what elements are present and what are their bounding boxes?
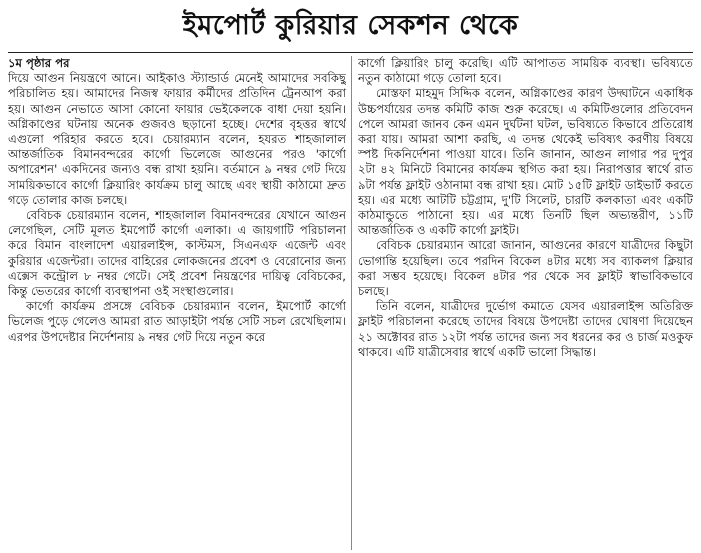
body-paragraph: কার্গো কার্যক্রম প্রসঙ্গে বেবিচক চেয়ারম্যান বলেন, ইমপোর্ট কার্গো ভিলেজ পুড়ে গেলেও আমরা রাত আড়াইটা পর্যন্ত সেটি সচল রেখেছিলাম। এরপর উপদেষ্টার নির্দেশনায় ৯ নম্বর গেট দিয়ে নতুন করে bbox=[8, 299, 346, 344]
body-paragraph: মোস্তফা মাহমুদ সিদ্দিক বলেন, অগ্নিকাণ্ডের কারণ উদ্ঘাটনে একাধিক উচ্চপর্যায়ের তদন্ত কমিটি কাজ শুরু করেছে। এ কমিটিগুলোর প্রতিবেদন পেলে আমরা জানব কেন এমন দুর্ঘটনা ঘটল, ভবিষ্যতে কিভাবে প্রতিরোধ করা যায়। আমরা আশা করছি, এ তদন্ত থেকেই ভবিষ্যৎ করণীয় বিষয়ে স্পষ্ট দিকনির্দেশনা পাওয়া যাবে। তিনি জানান, আগুন লাগার পর দুপুর ২টা ৪২ মিনিটে বিমানের কার্যক্রম স্থগিত করা হয়। নিরাপত্তার স্বার্থে রাত ৯টা পর্যন্ত ফ্লাইট ওঠানামা বন্ধ রাখা হয়। মোট ১৫টি ফ্লাইট ডাইভার্ট করতে হয়। এর মধ্যে আটটি চট্টগ্রাম, দু'টি সিলেট, চারটি কলকাতা এবং একটি কাঠমান্ডুতে পাঠানো হয়। এর মধ্যে তিনটি ছিল অভ্যন্তরীণ, ১১টি আন্তর্জাতিক ও একটি কার্গো ফ্লাইট। bbox=[358, 86, 693, 238]
body-paragraph: বেবিচক চেয়ারম্যান বলেন, শাহজালাল বিমানবন্দরের যেখানে আগুন লেগেছিল, সেটি মূলত ইমপোর্ট কার্গো এলাকা। এ জায়গাটি পরিচালনা করে বিমান বাংলাদেশ এয়ারলাইন্স, কাস্টমস, সিএনএফ এজেন্ট এবং কুরিয়ার এজেন্টরা। তাদের বাহিরের লোকজনের প্রবেশ ও বেরোনোর জন্য এক্সেস কন্ট্রোল ৮ নম্বর গেটে। সেই প্রবেশ নিয়ন্ত্রণের দায়িত্ব বেবিচকের, কিন্তু ভেতরের কার্গো ব্যবস্থাপনা ওই সংস্থাগুলোর। bbox=[8, 208, 346, 299]
right-column bbox=[358, 56, 693, 550]
body-paragraph: কার্গো ক্লিয়ারিং চালু করেছি। এটি আপাতত সাময়িক ব্যবস্থা। ভবিষ্যতে নতুন কাঠামো গড়ে তোলা হবে। bbox=[358, 56, 693, 86]
headline: ইমপোর্ট কুরিয়ার সেকশন থেকে bbox=[182, 10, 519, 41]
body-paragraph: তিনি বলেন, যাত্রীদের দুর্ভোগ কমাতে যেসব এয়ারলাইন্স অতিরিক্ত ফ্লাইট পরিচালনা করেছে তাদের বিষয়ে উপদেষ্টা তাদের ঘোষণা দিয়েছেন ২১ অক্টোবর রাত ১২টা পর্যন্ত তাদের জন্য সব ধরনের কর ও চার্জ মওকুফ থাকবে। এটি যাত্রীসেবার স্বার্থে একটি ভালো সিদ্ধান্ত। bbox=[358, 299, 693, 359]
body-paragraph: দিয়ে আগুন নিয়ন্ত্রণে আনে। আইকাও স্ট্যান্ডার্ড মেনেই আমাদের সবকিছু পরিচালিত হয়। আমাদের নিজস্ব ফায়ার কর্মীদের প্রতিদিন ট্রেনআপ করা হয়। আগুন নেভাতে আসা কোনো ফায়ার ভেইকেলকে বাধা দেয়া হয়নি। অগ্নিকাণ্ডের ঘটনায় অনেক গুজবও ছড়ানো হচ্ছে। দেশের বৃহত্তর স্বার্থে এগুলো পরিহার করতে হবে। চেয়ারম্যান বলেন, হযরত শাহজালাল আন্তর্জাতিক বিমানবন্দরের কার্গো ভিলেজে আগুনের পরও 'কার্গো অপারেশন' একদিনের জন্যও বন্ধ রাখা হয়নি। বর্তমানে ৯ নম্বর গেট দিয়ে সাময়িকভাবে কার্গো ক্লিয়ারিং কার্যক্রম চালু আছে এবং স্থায়ী কাঠামো দ্রুত গড়ে তোলার কাজ চলছে। bbox=[8, 71, 346, 207]
headline-rule bbox=[8, 52, 693, 53]
body-paragraph: বেবিচক চেয়ারম্যান আরো জানান, আগুনের কারণে যাত্রীদের কিছুটা ভোগান্তি হয়েছিল। তবে পরদিন বিকেল ৪টার মধ্যে সব ব্যাকলগ ক্লিয়ার করা সম্ভব হয়েছে। বিকেল ৪টার পর থেকে সব ফ্লাইট স্বাভাবিকভাবে চলছে। bbox=[358, 238, 693, 299]
left-column bbox=[8, 56, 346, 550]
column-divider bbox=[351, 56, 352, 550]
continued-label: ১ম পৃষ্ঠার পর bbox=[8, 56, 70, 70]
